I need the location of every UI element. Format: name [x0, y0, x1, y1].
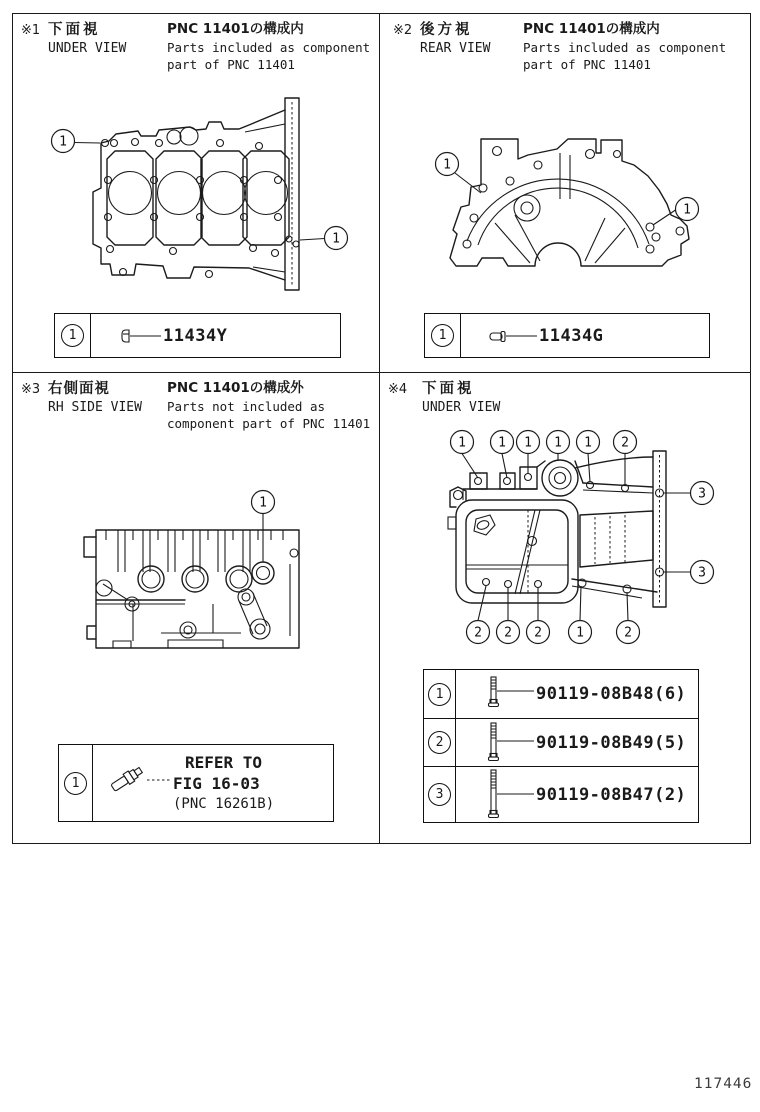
pan-outline — [448, 457, 653, 603]
q3-header — [21, 380, 370, 432]
figure-number: 117446 — [694, 1076, 753, 1092]
quadrant-1-under-view — [13, 14, 380, 373]
q2-title-en: REAR VIEW — [420, 41, 491, 57]
part-number: 11434G — [539, 325, 604, 346]
callout-label: 2 — [624, 625, 632, 641]
ref-circle: 1 — [428, 683, 451, 706]
q1-note — [167, 21, 370, 73]
bolt-short-icon — [484, 675, 536, 713]
q2-title-jp: 後方視 — [420, 22, 473, 38]
side-plug-icon — [487, 327, 539, 345]
q4-header — [388, 380, 500, 418]
callout-label: 1 — [576, 625, 584, 641]
q4-parts-table — [423, 669, 699, 823]
callout-label: 1 — [458, 435, 466, 451]
ref-cell — [424, 670, 456, 718]
q1-title-jp: 下面視 — [48, 22, 101, 38]
part-number: 11434Y — [163, 325, 228, 346]
callout-label: 1 — [554, 435, 562, 451]
q3-titles — [48, 380, 167, 418]
engine-block-side-view-drawing — [73, 476, 323, 666]
refer-line1: REFER TO — [185, 753, 263, 773]
refer-line3: (PNC 16261B) — [173, 795, 275, 812]
q3-note-en2: component part of PNC 11401 — [167, 415, 371, 431]
boss — [542, 460, 578, 496]
q3-note — [167, 380, 370, 432]
q1-note-en1: Parts included as component — [167, 39, 371, 55]
callout-label: 1 — [59, 134, 67, 150]
q2-note-en2: part of PNC 11401 — [523, 56, 651, 72]
quadrant-2-rear-view — [380, 14, 750, 373]
sensor-icon — [107, 758, 173, 808]
refer-line2: FIG 16-03 — [173, 773, 260, 793]
callouts-bottom — [467, 586, 640, 644]
callout-label: 1 — [332, 231, 340, 247]
q4-marker: ※4 — [388, 382, 408, 397]
engine-block-rear-view-drawing — [410, 103, 740, 301]
quadrant-4-under-view — [380, 373, 750, 843]
pan-details — [466, 510, 568, 594]
part-number: 90119-08B48(6) — [536, 684, 687, 704]
cup-plug-icon — [117, 327, 163, 345]
callout-label: 2 — [621, 435, 629, 451]
q2-header — [393, 21, 726, 73]
callout-1 — [52, 130, 101, 153]
q4-title-en: UNDER VIEW — [422, 400, 501, 416]
q3-note-jp: PNC 11401の構成外 — [167, 380, 304, 396]
callouts-right — [664, 482, 714, 584]
callout-label: 1 — [443, 157, 451, 173]
figure-grid — [12, 13, 751, 844]
q1-marker: ※1 — [21, 23, 41, 38]
ref-cell — [424, 767, 456, 822]
q2-note — [523, 21, 726, 73]
q3-title-jp: 右側面視 — [48, 381, 110, 397]
callout-2 — [653, 198, 699, 226]
part-cell — [456, 767, 698, 822]
q3-parts-table — [58, 744, 334, 822]
callout-label: 1 — [584, 435, 592, 451]
q1-part-ref-cell — [55, 314, 91, 357]
ref-circle: 3 — [428, 783, 451, 806]
rear-holes — [463, 147, 684, 254]
q1-header — [21, 21, 370, 73]
callouts-top — [451, 431, 637, 486]
callout-label: 2 — [534, 625, 542, 641]
q2-parts-table — [424, 313, 710, 358]
q3-part-cell — [93, 745, 333, 821]
q3-title-en: RH SIDE VIEW — [48, 400, 142, 416]
block-outline — [93, 98, 299, 290]
callout-1 — [252, 491, 275, 563]
cylinder-bores — [107, 151, 289, 245]
engine-block-under-view-drawing — [13, 96, 380, 308]
q2-part-cell — [461, 314, 709, 357]
q4-part-row-1 — [424, 670, 698, 718]
part-cell — [456, 670, 698, 718]
q4-titles — [422, 380, 500, 418]
q1-note-jp: PNC 11401の構成内 — [167, 21, 304, 37]
q3-marker: ※3 — [21, 382, 41, 397]
q2-note-jp: PNC 11401の構成内 — [523, 21, 660, 37]
bolt-long-icon — [484, 768, 536, 822]
q4-title-jp: 下面視 — [422, 381, 475, 397]
callout-label: 1 — [524, 435, 532, 451]
ref-circle: 1 — [61, 324, 84, 347]
callout-label: 1 — [683, 202, 691, 218]
callout-label: 3 — [698, 565, 706, 581]
bolt-medium-icon — [484, 721, 536, 765]
q3-note-en1: Parts not included as — [167, 398, 326, 414]
callout-2 — [300, 227, 348, 250]
q1-note-en2: part of PNC 11401 — [167, 56, 295, 72]
q1-parts-table — [54, 313, 341, 358]
q1-title-en: UNDER VIEW — [48, 41, 127, 57]
q2-note-en1: Parts included as component — [523, 39, 727, 55]
quadrant-3-rh-side-view — [13, 373, 380, 843]
refer-text — [173, 753, 274, 813]
callout-label: 2 — [504, 625, 512, 641]
part-cell — [456, 719, 698, 766]
q2-part-ref-cell — [425, 314, 461, 357]
core-plugs — [96, 549, 298, 639]
q4-part-row-3 — [424, 766, 698, 822]
ref-circle: 2 — [428, 731, 451, 754]
oil-pan-under-view-drawing — [420, 421, 750, 656]
q2-marker: ※2 — [393, 23, 413, 38]
q3-part-ref-cell — [59, 745, 93, 821]
ref-circle: 1 — [431, 324, 454, 347]
callout-label: 3 — [698, 486, 706, 502]
q1-titles — [48, 21, 167, 59]
callout-label: 1 — [259, 495, 267, 511]
part-number: 90119-08B49(5) — [536, 732, 687, 753]
callout-label: 1 — [498, 435, 506, 451]
callout-label: 2 — [474, 625, 482, 641]
ref-cell — [424, 719, 456, 766]
ref-circle: 1 — [64, 772, 87, 795]
q1-part-cell — [91, 314, 340, 357]
bolt-holes — [102, 127, 300, 278]
part-number: 90119-08B47(2) — [536, 784, 687, 805]
q4-part-row-2 — [424, 718, 698, 766]
q2-titles — [420, 21, 523, 59]
pan-holes — [475, 474, 664, 594]
